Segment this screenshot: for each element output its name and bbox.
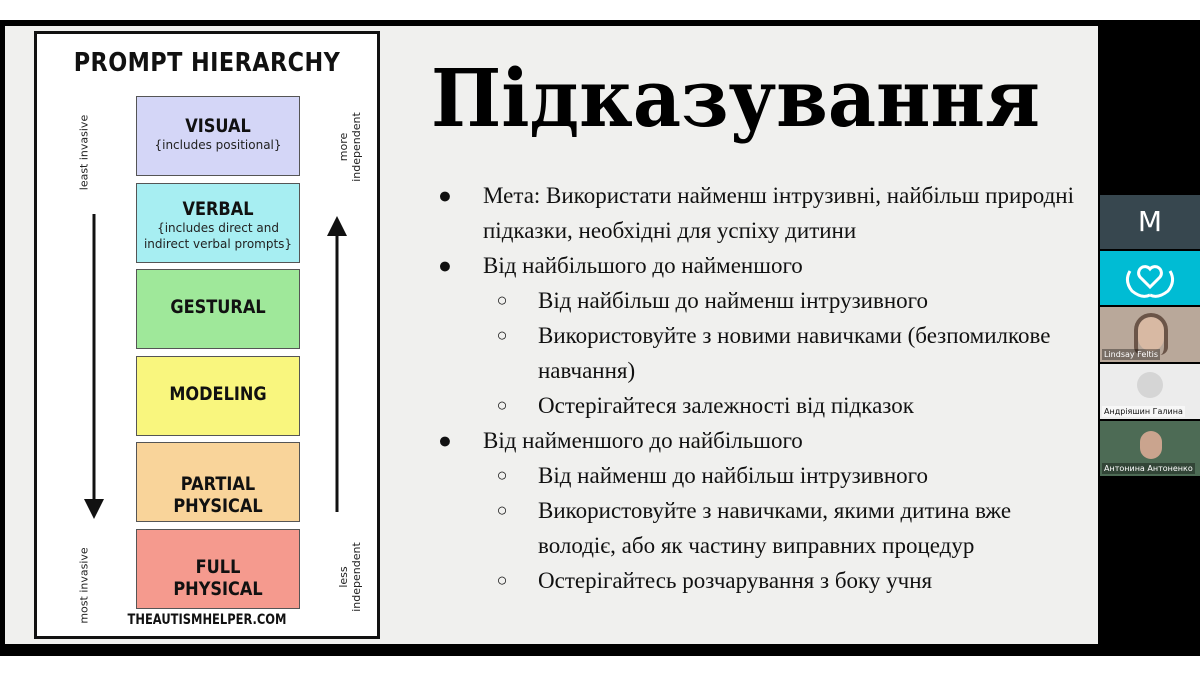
bullet-item — [435, 178, 1075, 248]
level-verbal-label: VERBAL — [182, 198, 254, 220]
bullet-item — [435, 423, 1075, 458]
level-visual-label: VISUAL — [185, 115, 251, 137]
bullet-text: Мета: Використати найменш інтрузивні, найбільш природні підказки, необхідні для успіху дитини — [483, 183, 1075, 243]
participant-initial: M — [1137, 205, 1163, 238]
sub-bullet-text: Остерігайтесь розчарування з боку учня — [538, 568, 933, 593]
level-full-physical-box — [136, 529, 300, 609]
sub-bullet-circle-icon: ○ — [496, 325, 508, 345]
less-independent-text: less independent — [337, 542, 363, 612]
sub-bullet-text: Остерігайтеся залежності від підказок — [538, 393, 914, 418]
sub-bullet-text: Від найбільш до найменш інтрузивного — [538, 288, 928, 313]
participant-video-antonenko[interactable] — [1100, 421, 1200, 476]
least-invasive-label: least invasive — [77, 114, 91, 191]
up-arrow-icon — [325, 214, 349, 514]
participant-avatar — [1140, 431, 1162, 459]
level-partial-physical-box — [136, 442, 300, 522]
participant-name: Антонина Антоненко — [1104, 464, 1193, 473]
level-modeling-label: MODELING — [169, 383, 267, 405]
top-bar — [0, 0, 1200, 20]
prompt-hierarchy-title: PROMPT HIERARCHY — [73, 48, 341, 78]
sub-bullet-circle-icon: ○ — [496, 500, 508, 520]
bullet-text: Від найбільшого до найменшого — [483, 253, 803, 278]
sub-bullet-item — [435, 318, 1075, 388]
participant-video-lindsay[interactable] — [1100, 307, 1200, 362]
sub-bullet-circle-icon: ○ — [496, 395, 508, 415]
level-visual-box — [136, 96, 300, 176]
bullet-list — [435, 178, 1075, 598]
bottom-bar — [0, 656, 1200, 675]
sub-bullet-circle-icon: ○ — [496, 290, 508, 310]
bullet-dot-icon: ● — [438, 253, 452, 278]
sub-bullet-text: Використовуйте з новими навичками (безпомилкове навчання) — [538, 323, 1051, 383]
sub-bullet-item — [435, 283, 1075, 318]
participant-video-andriiashyn[interactable] — [1100, 364, 1200, 419]
sub-bullet-item — [435, 563, 1075, 598]
sub-bullet-item — [435, 388, 1075, 423]
prompt-hierarchy-image — [34, 31, 380, 639]
bullet-item — [435, 248, 1075, 283]
sub-bullet-text: Від найменш до найбільш інтрузивного — [538, 463, 928, 488]
bullet-text: Від найменшого до найбільшого — [483, 428, 803, 453]
sub-bullet-item — [435, 458, 1075, 493]
sub-bullet-circle-icon: ○ — [496, 465, 508, 485]
prompt-hierarchy-footer: THEAUTISMHELPER.COM — [127, 612, 287, 628]
slide-title: Підказування — [431, 51, 1040, 145]
level-partial-physical-label: PARTIAL PHYSICAL — [173, 473, 263, 517]
heart-hands-logo-icon — [1100, 251, 1200, 305]
sub-bullet-text: Використовуйте з навичками, якими дитина вже володіє, або як частину виправних процедур — [538, 498, 1012, 558]
participant-name: Lindsay Feltis — [1104, 350, 1159, 359]
bullet-dot-icon: ● — [438, 183, 452, 208]
sub-bullet-circle-icon: ○ — [496, 570, 508, 590]
most-invasive-label: most invasive — [77, 547, 91, 624]
participant-name: Андріяшин Галина — [1104, 407, 1183, 416]
down-arrow-icon — [82, 214, 106, 524]
level-verbal-box — [136, 183, 300, 263]
level-full-physical-label: FULL PHYSICAL — [173, 556, 263, 600]
shared-slide — [5, 26, 1098, 644]
level-verbal-sub: {includes direct and indirect verbal prompts} — [143, 221, 293, 251]
level-modeling-box — [136, 356, 300, 436]
participant-avatar-placeholder — [1137, 372, 1163, 398]
more-independent-label — [337, 112, 363, 182]
participant-tile-logo[interactable] — [1100, 251, 1200, 305]
level-visual-sub: {includes positional} — [154, 138, 282, 152]
less-independent-label — [337, 542, 363, 612]
level-gestural-label: GESTURAL — [170, 296, 266, 318]
level-gestural-box — [136, 269, 300, 349]
more-independent-text: more independent — [337, 112, 363, 182]
sub-bullet-item — [435, 493, 1075, 563]
bullet-dot-icon: ● — [438, 428, 452, 453]
participant-tile-m[interactable] — [1100, 195, 1200, 249]
